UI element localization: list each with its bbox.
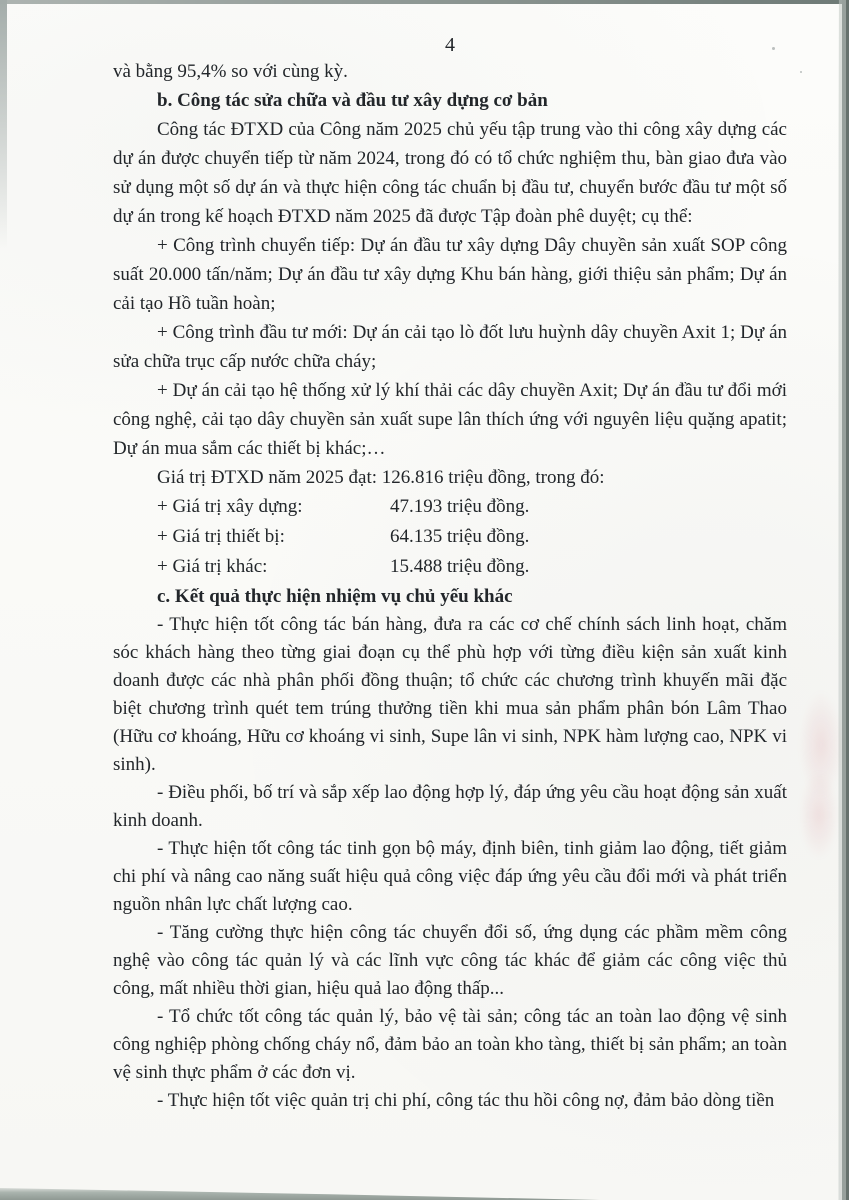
section-c-heading: c. Kết quả thực hiện nhiệm vụ chủ yếu khác	[157, 586, 513, 607]
value-label: + Giá trị thiết bị:	[157, 526, 285, 547]
section-c-paragraph-6: - Thực hiện tốt việc quản trị chi phí, công tác thu hồi công nợ, đảm bảo dòng tiền	[157, 1090, 775, 1111]
value-amount: 47.193 triệu đồng.	[390, 496, 530, 517]
page-content	[113, 0, 787, 1115]
section-b-heading: b. Công tác sửa chữa và đầu tư xây dựng cơ bản	[157, 90, 548, 111]
section-c-paragraph-2: - Điều phối, bố trí và sắp xếp lao động hợp lý, đáp ứng yêu cầu hoạt động sản xuất kinh doanh.	[113, 782, 787, 831]
section-c-paragraph-5: - Tổ chức tốt công tác quản lý, bảo vệ tài sản; công tác an toàn lao động vệ sinh công nghiệp phòng chống cháy nổ, đảm bảo an toàn kho tàng, thiết bị sản phẩm; an toàn vệ sinh thực phẩm ở các đơn vị.	[113, 1006, 787, 1083]
dtxd-total-line: Giá trị ĐTXD năm 2025 đạt: 126.816 triệu đồng, trong đó:	[157, 467, 605, 488]
value-label: + Giá trị khác:	[157, 556, 268, 577]
section-c-paragraph-3: - Thực hiện tốt công tác tinh gọn bộ máy, định biên, tinh giảm lao động, tiết giảm chi phí và nâng cao năng suất hiệu quả công việc đáp ứng yêu cầu đổi mới và phát triển nguồn nhân lực chất lượng cao.	[113, 838, 787, 915]
page-number: 4	[445, 34, 455, 56]
value-amount: 64.135 triệu đồng.	[390, 526, 530, 547]
carryover-line: và bằng 95,4% so với cùng kỳ.	[113, 61, 348, 82]
value-row-construction	[113, 492, 787, 522]
value-amount: 15.488 triệu đồng.	[390, 556, 530, 577]
value-label: + Giá trị xây dựng:	[157, 496, 303, 517]
value-row-equipment	[113, 522, 787, 552]
scan-edge-left	[0, 0, 7, 250]
scan-speck	[800, 71, 802, 73]
section-b-paragraph-3: + Công trình đầu tư mới: Dự án cải tạo lò đốt lưu huỳnh dây chuyền Axit 1; Dự án sửa chữa trục cấp nước chữa cháy;	[113, 322, 787, 372]
section-b-paragraph-2: + Công trình chuyển tiếp: Dự án đầu tư xây dựng Dây chuyền sản xuất SOP công suất 20.000 tấn/năm; Dự án đầu tư xây dựng Khu bán hàng, giới thiệu sản phẩm; Dự án cải tạo Hồ tuần hoàn;	[113, 235, 787, 314]
scan-edge-right	[835, 0, 849, 1200]
section-c-paragraph-4: - Tăng cường thực hiện công tác chuyển đổi số, ứng dụng các phầm mềm công nghệ vào công tác quản lý và các lĩnh vực công tác khác để giảm các công việc thủ công, mất nhiều thời gian, hiệu quả lao động thấp...	[113, 922, 787, 999]
section-c-paragraph-1: - Thực hiện tốt công tác bán hàng, đưa ra các cơ chế chính sách linh hoạt, chăm sóc khách hàng theo từng giai đoạn cụ thể phù hợp với từng điều kiện sản xuất kinh doanh được các nhà phân phối đồng thuận; tổ chức các chương trình khuyến mãi đặc biệt chương trình quét tem trúng thưởng tiền khi mua sản phẩm phân bón Lâm Thao (Hữu cơ khoáng, Hữu cơ khoáng vi sinh, Supe lân vi sinh, NPK hàm lượng cao, NPK vi sinh).	[113, 614, 787, 775]
section-b-paragraph-1: Công tác ĐTXD của Công năm 2025 chủ yếu tập trung vào thi công xây dựng các dự án được chuyển tiếp từ năm 2024, trong đó có tổ chức nghiệm thu, bàn giao đưa vào sử dụng một số dự án và thực hiện công tác chuẩn bị đầu tư, chuyển bước đầu tư một số dự án trong kế hoạch ĐTXD năm 2025 đã được Tập đoàn phê duyệt; cụ thể:	[113, 119, 787, 227]
section-b-paragraph-4: + Dự án cải tạo hệ thống xử lý khí thải các dây chuyền Axit; Dự án đầu tư đổi mới công nghệ, cải tạo dây chuyền sản xuất supe lân thích ứng với nguyên liệu quặng apatit; Dự án mua sắm các thiết bị khác;…	[113, 380, 787, 459]
scan-edge-bottom-wedge	[0, 1185, 600, 1200]
value-row-other	[113, 552, 787, 582]
ink-bleed-mark	[799, 770, 839, 860]
